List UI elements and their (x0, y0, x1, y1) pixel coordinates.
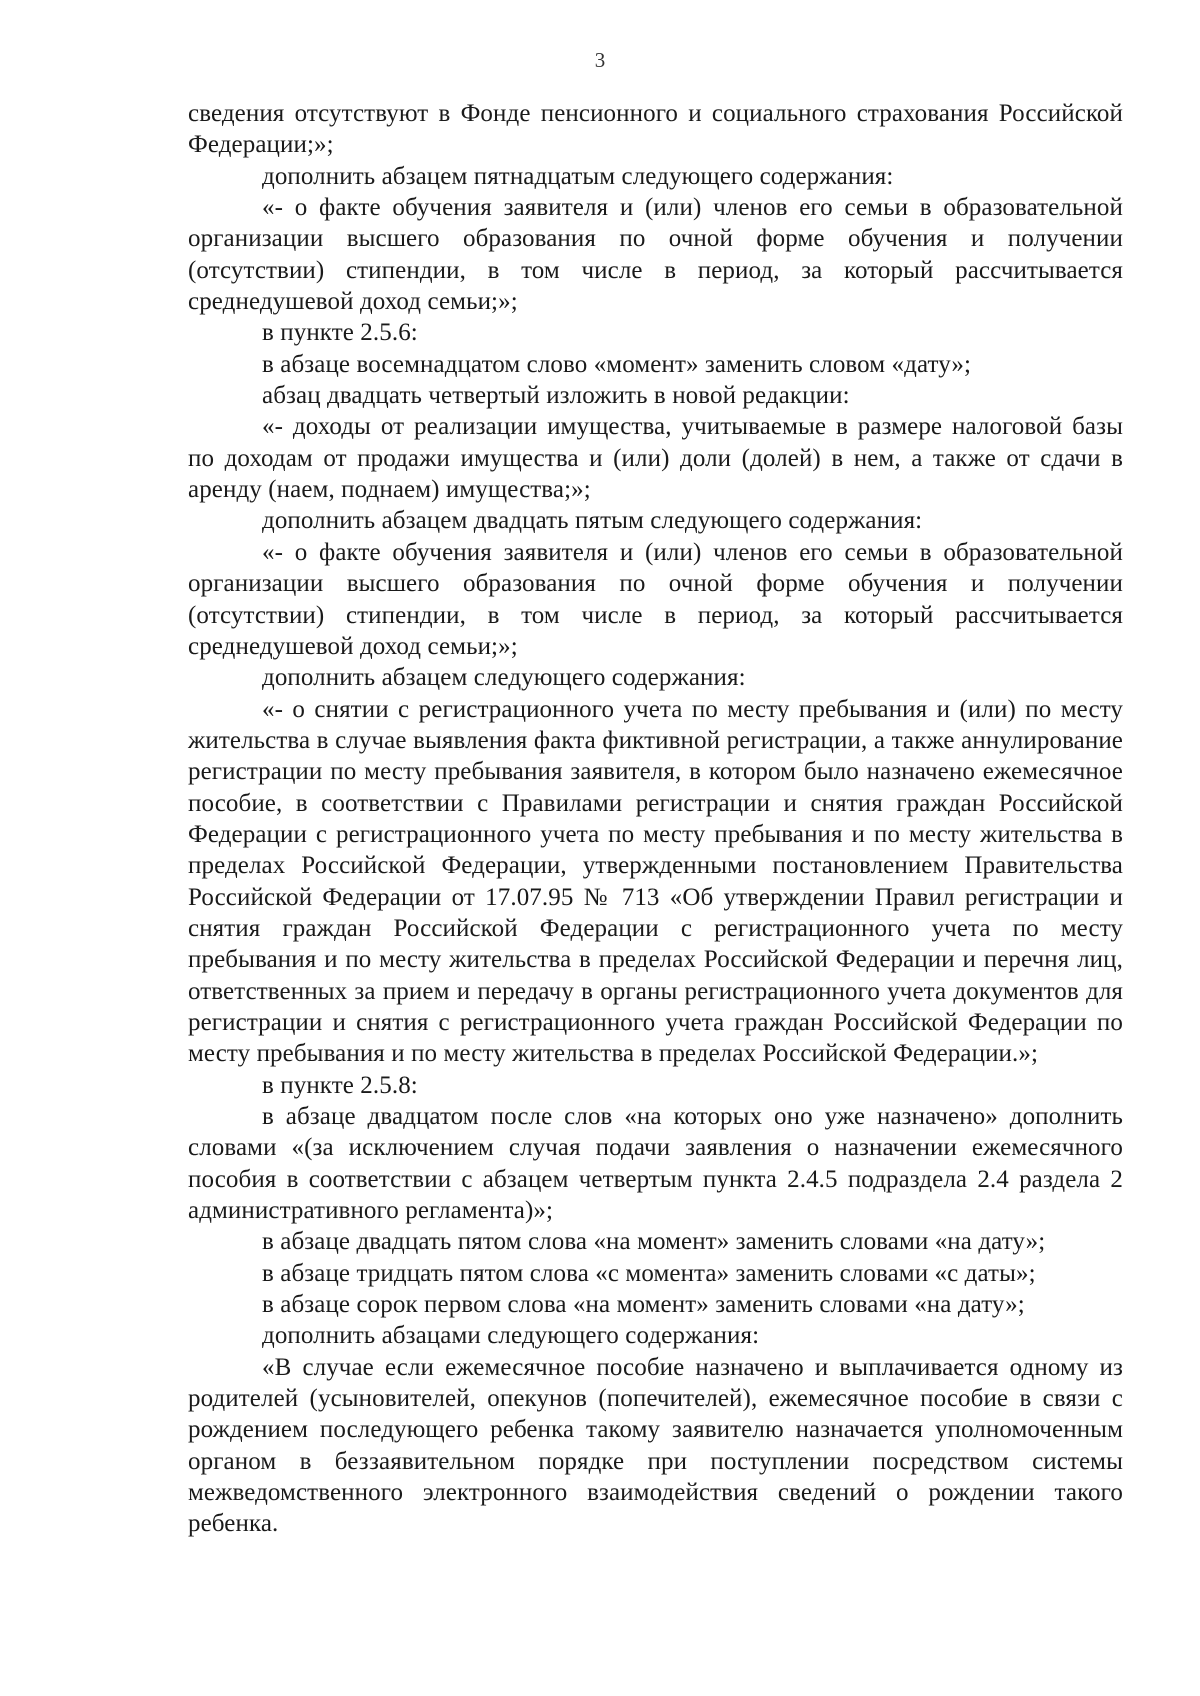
paragraph: дополнить абзацем двадцать пятым следующего содержания: (262, 507, 923, 535)
paragraph: «- о снятии с регистрационного учета по месту пребывания и (или) по месту жительства в случае выявления факта фиктивной регистрации, а также аннулирование регистрации по месту пребывания заявителя, в котором было назначено ежемесячное пособие, в соответствии с Правилами регистрации и снятия граждан Российской Федерации с регистрационного учета по месту пребывания и по месту жительства в пределах Российской Федерации, утвержденными постановлением Правительства Российской Федерации от 17.07.95 № 713 «Об утверждении Правил регистрации и снятия граждан Российской Федерации с регистрационного учета по месту пребывания и по месту жительства в пределах Российской Федерации и перечня лиц, ответственных за прием и передачу в органы регистрационного учета документов для регистрации и снятия с регистрационного учета граждан Российской Федерации по месту пребывания и по месту жительства в пределах Российской Федерации.»; (188, 695, 1123, 1068)
paragraph: «В случае если ежемесячное пособие назначено и выплачивается одному из родителей (усыновителей, опекунов (попечителей), ежемесячное пособие в связи с рождением последующего ребенка такому заявителю назначается уполномоченным органом в беззаявительном порядке при поступлении посредством системы межведомственного электронного взаимодействия сведений о рождении такого ребенка. (188, 1353, 1123, 1538)
paragraph: дополнить абзацем пятнадцатым следующего содержания: (262, 162, 894, 190)
page-number: 3 (594, 48, 606, 72)
paragraph: сведения отсутствуют в Фонде пенсионного и социального страхования Российской Федерации;»; (188, 100, 1123, 159)
paragraph: дополнить абзацем следующего содержания: (262, 664, 746, 692)
paragraph: в абзаце восемнадцатом слово «момент» заменить словом «дату»; (262, 350, 972, 378)
document-body (188, 98, 1123, 1540)
paragraph: «- доходы от реализации имущества, учитываемые в размере налоговой базы по доходам от продажи имущества и (или) доли (долей) в нем, а также от сдачи в аренду (наем, поднаем) имущества;»; (188, 413, 1123, 504)
paragraph: в абзаце двадцатом после слов «на которых оно уже назначено» дополнить словами «(за исключением случая подачи заявления о назначении ежемесячного пособия в соответствии с абзацем четвертым пункта 2.4.5 подраздела 2.4 раздела 2 административного регламента)»; (188, 1103, 1123, 1225)
paragraph: в пункте 2.5.8: (262, 1071, 418, 1099)
paragraph: в абзаце тридцать пятом слова «с момента» заменить словами «с даты»; (262, 1259, 1036, 1287)
paragraph: в абзаце сорок первом слова «на момент» заменить словами «на дату»; (262, 1291, 1025, 1319)
paragraph: в пункте 2.5.6: (262, 319, 418, 347)
paragraph: «- о факте обучения заявителя и (или) членов его семьи в образовательной организации высшего образования по очной форме обучения и получении (отсутствии) стипендии, в том числе в период, за который рассчитывается среднедушевой доход семьи;»; (188, 194, 1123, 316)
paragraph: абзац двадцать четвертый изложить в новой редакции: (262, 382, 850, 410)
paragraph: «- о факте обучения заявителя и (или) членов его семьи в образовательной организации высшего образования по очной форме обучения и получении (отсутствии) стипендии, в том числе в период, за который рассчитывается среднедушевой доход семьи;»; (188, 538, 1123, 660)
paragraph: дополнить абзацами следующего содержания: (262, 1322, 760, 1350)
paragraph: в абзаце двадцать пятом слова «на момент» заменить словами «на дату»; (262, 1228, 1046, 1256)
